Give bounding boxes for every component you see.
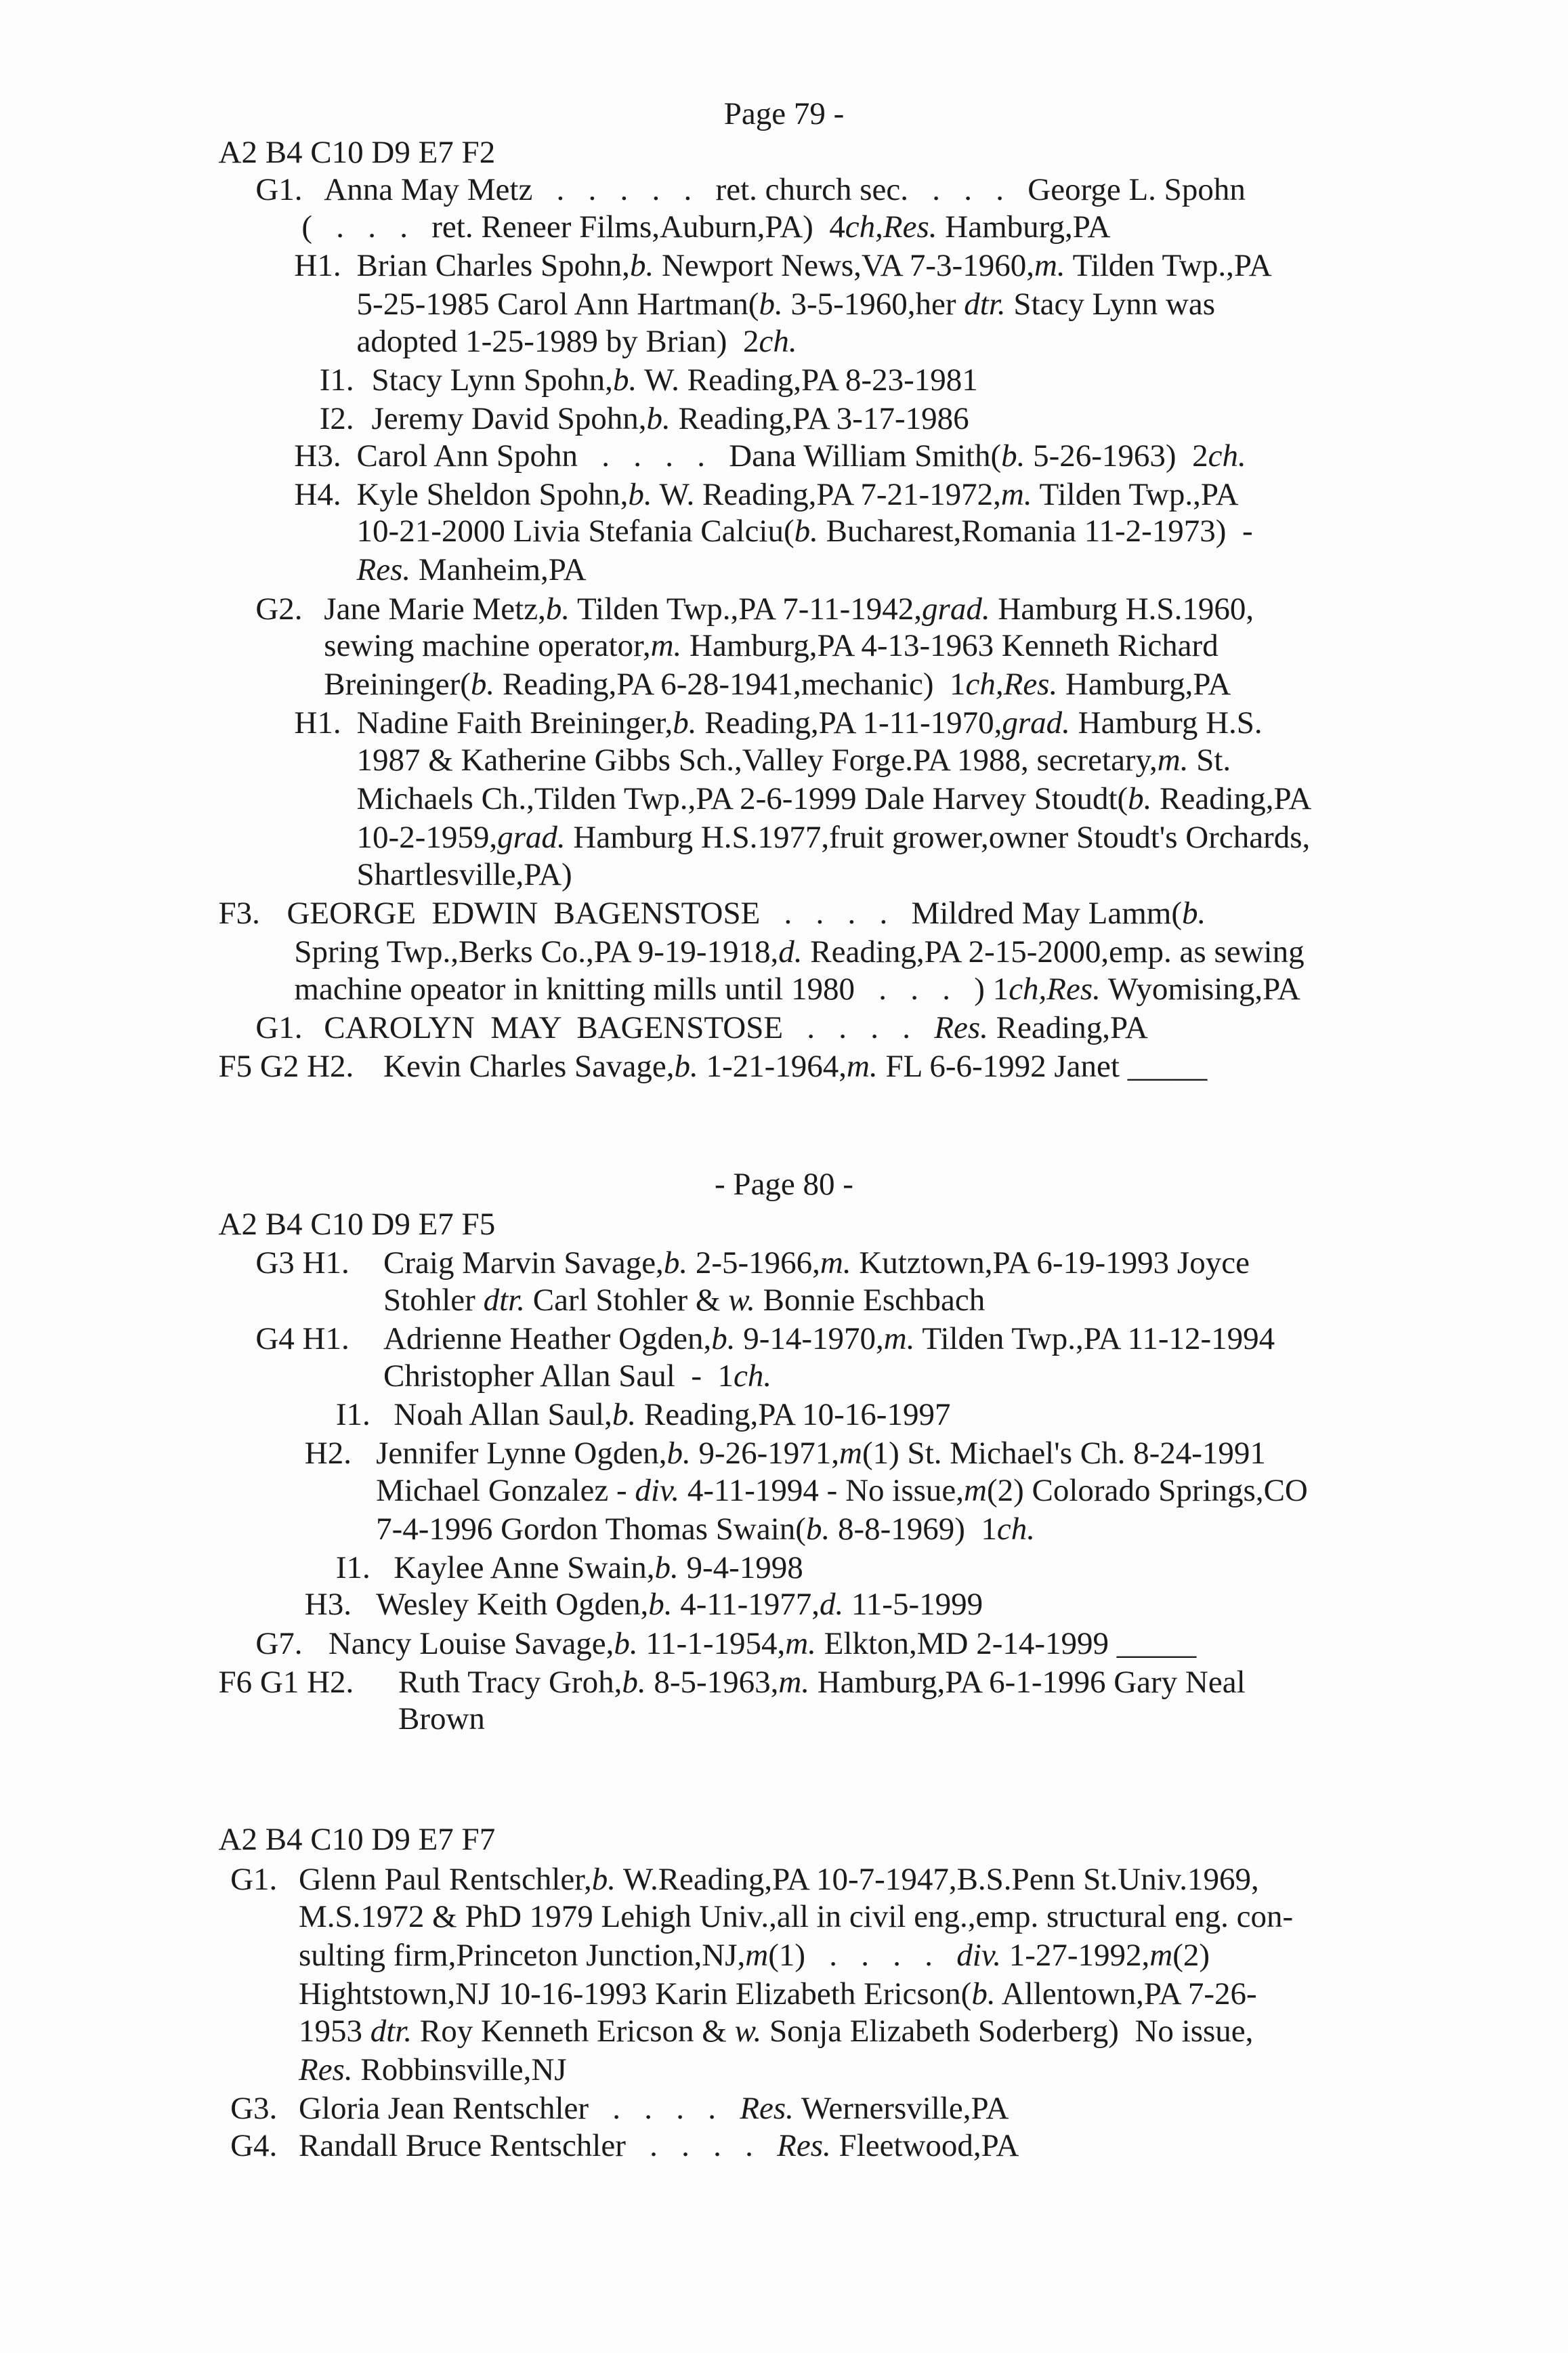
entry-text: Reading,PA 1-11-1970, (696, 705, 1002, 741)
generation-code-label: G1. (255, 1010, 303, 1046)
entry-text: Kaylee Anne Swain, (394, 1549, 655, 1585)
genealogy-entry-line (287, 894, 1206, 933)
entry-text: machine opeator in knitting mills until 1980 . . . ) 1 (294, 972, 1009, 1007)
genealogy-entry-line (383, 1281, 985, 1320)
abbreviation-italic: ch. (759, 323, 797, 359)
generation-code-label: F3. (218, 896, 260, 932)
abbreviation-italic: m. (1157, 743, 1189, 778)
genealogy-entry-line (383, 1320, 1275, 1358)
entry-text: Kutztown,PA 6-19-1993 Joyce (851, 1245, 1250, 1280)
generation-code-label: H2. (304, 1435, 352, 1471)
abbreviation-italic: b. (628, 476, 652, 512)
entry-text: Adrienne Heather Ogden, (383, 1320, 712, 1356)
entry-text: Fleetwood,PA (830, 2128, 1019, 2164)
abbreviation-italic: b. (629, 247, 654, 283)
genealogy-entry-line (329, 1625, 1196, 1663)
entry-text: Tilden Twp.,PA 11-12-1994 (914, 1320, 1275, 1356)
abbreviation-italic: m (1149, 1938, 1173, 1974)
genealogy-entry-line (357, 476, 1239, 514)
abbreviation-italic: m. (847, 1049, 878, 1085)
genealogy-entry-line (299, 1860, 1259, 1899)
entry-text: Hamburg H.S.1960, (990, 591, 1254, 627)
entry-text: 1-27-1992, (1000, 1938, 1150, 1974)
entry-text: 10-2-1959, (356, 820, 498, 856)
generation-code-label: F5 G2 H2. (218, 1049, 354, 1085)
genealogy-entry-line (299, 2089, 1009, 2128)
entry-text: Roy Kenneth Ericson & (412, 2014, 735, 2049)
abbreviation-italic: d. (778, 934, 803, 970)
genealogy-entry-line (219, 1205, 496, 1244)
abbreviation-italic: grad. (1002, 705, 1070, 741)
page-number-heading: - Page 80 - (715, 1166, 853, 1202)
entry-text: Reading,PA (1151, 781, 1312, 817)
entry-text: 11-1-1954, (637, 1625, 786, 1661)
abbreviation-italic: m. (650, 628, 682, 664)
entry-text: Michaels Ch.,Tilden Twp.,PA 2-6-1999 Dale Harvey Stoudt( (356, 781, 1128, 817)
entry-text: 4-11-1994 - No issue, (679, 1472, 965, 1508)
entry-text: Hightstown,NJ 10-16-1993 Karin Elizabeth Ericson( (298, 1976, 972, 2012)
abbreviation-italic: Res. (777, 2128, 831, 2164)
entry-text: Elkton,MD 2-14-1999 _____ (815, 1625, 1197, 1661)
entry-text: Breininger( (324, 667, 471, 703)
generation-code-label: H4. (294, 476, 341, 512)
entry-text: Wyomising,PA (1100, 972, 1300, 1007)
generation-code-label: H3. (294, 438, 341, 474)
abbreviation-italic: ch. (734, 1358, 772, 1394)
entry-text: ( . . . ret. Reneer Films,Auburn,PA) 4 (301, 209, 845, 245)
generation-code-label: G7. (255, 1625, 303, 1661)
genealogy-entry-line (324, 590, 1254, 629)
genealogy-entry-line (376, 1434, 1266, 1473)
genealogy-entry-line (357, 247, 1272, 285)
entry-text: Tilden Twp.,PA 7-11-1942, (570, 591, 923, 627)
abbreviation-italic: b. (666, 1435, 691, 1471)
entry-text: 5-25-1985 Carol Ann Hartman( (356, 286, 759, 322)
genealogy-entry-line (383, 1047, 1207, 1086)
entry-text: 7-4-1996 Gordon Thomas Swain( (376, 1511, 806, 1547)
entry-text: 3-5-1960,her (782, 286, 965, 322)
abbreviation-italic: b. (1128, 781, 1152, 817)
abbreviation-italic: w. (728, 1282, 755, 1318)
generation-code-label: I1. (319, 362, 354, 398)
genealogy-entry-line (219, 133, 496, 172)
abbreviation-italic: b. (648, 1587, 673, 1623)
entry-text: (2) (1172, 1938, 1210, 1974)
abbreviation-italic: b. (614, 1625, 638, 1661)
entry-text: Hamburg,PA (937, 209, 1111, 245)
abbreviation-italic: grad. (922, 591, 990, 627)
abbreviation-italic: m. (1000, 476, 1032, 512)
abbreviation-italic: m (839, 1435, 862, 1471)
entry-text: Gloria Jean Rentschler . . . . (298, 2091, 740, 2127)
entry-text: Tilden Twp.,PA (1065, 247, 1272, 283)
genealogy-entry-line (299, 2127, 1019, 2165)
entry-text: 11-5-1999 (843, 1587, 983, 1623)
abbreviation-italic: b. (673, 705, 697, 741)
entry-text: W. Reading,PA 8-23-1981 (637, 362, 978, 398)
generation-code-label: G3. (230, 2091, 278, 2127)
entry-text: Craig Marvin Savage, (383, 1245, 664, 1280)
entry-text: Jeremy David Spohn, (371, 400, 647, 436)
genealogy-entry-line (357, 512, 1253, 551)
generation-code-label: G4 H1. (255, 1320, 349, 1356)
abbreviation-italic: b. (1181, 896, 1206, 932)
genealogy-entry-line (357, 322, 797, 361)
abbreviation-italic: Res. (356, 552, 411, 588)
entry-text: A2 B4 C10 D9 E7 F7 (218, 1822, 496, 1858)
entry-text: Reading,PA 2-15-2000,emp. as sewing (802, 934, 1305, 970)
genealogy-entry-line (398, 1663, 1246, 1702)
entry-text: Randall Bruce Rentschler . . . . (298, 2128, 778, 2164)
abbreviation-italic: m. (785, 1625, 816, 1661)
generation-code-label: G1. (255, 171, 303, 207)
abbreviation-italic: div. (956, 1938, 1001, 1974)
generation-code-label: I1. (335, 1549, 370, 1585)
genealogy-entry-line (357, 551, 587, 589)
abbreviation-italic: Res. (740, 2091, 794, 2127)
entry-text: (1) . . . . (768, 1938, 957, 1974)
generation-code-label: G2. (255, 591, 303, 627)
generation-code-label: H1. (294, 705, 341, 741)
genealogy-entry-line (376, 1585, 983, 1624)
genealogy-entry-line (299, 2012, 1253, 2051)
entry-text: 10-21-2000 Livia Stefania Calciu( (356, 514, 794, 549)
genealogy-entry-line (357, 818, 1311, 857)
abbreviation-italic: Res. (298, 2052, 353, 2088)
abbreviation-italic: m (964, 1472, 987, 1508)
abbreviation-italic: m. (1034, 247, 1065, 283)
entry-text: Wesley Keith Ogden, (376, 1587, 649, 1623)
abbreviation-italic: Res. (934, 1010, 988, 1046)
abbreviation-italic: ch. (996, 1511, 1036, 1547)
abbreviation-italic: b. (591, 1862, 616, 1898)
genealogy-entry-line (372, 400, 969, 438)
entry-text: Ruth Tracy Groh, (398, 1664, 622, 1700)
genealogy-entry-line (299, 1975, 1257, 2014)
entry-text: Shartlesville,PA) (356, 857, 572, 893)
entry-text: Jane Marie Metz, (324, 591, 546, 627)
entry-text: Carol Ann Spohn . . . . Dana William Smith( (356, 438, 1002, 474)
entry-text: Kyle Sheldon Spohn, (356, 476, 629, 512)
entry-text: (2) Colorado Springs,CO (986, 1472, 1308, 1508)
genealogy-entry-line (357, 856, 572, 894)
genealogy-entry-line (299, 1898, 1293, 1936)
genealogy-entry-line (324, 665, 1231, 704)
entry-text: Reading,PA 3-17-1986 (670, 400, 969, 436)
entry-text: 9-4-1998 (678, 1549, 803, 1585)
entry-text: 2-5-1966, (687, 1245, 820, 1280)
entry-text: Newport News,VA 7-3-1960, (654, 247, 1034, 283)
entry-text: Kevin Charles Savage, (383, 1049, 675, 1085)
entry-text: Sonja Elizabeth Soderberg) No issue, (761, 2014, 1254, 2049)
abbreviation-italic: b. (612, 362, 637, 398)
genealogy-entry-line (324, 1009, 1148, 1047)
entry-text: Bucharest,Romania 11-2-1973) - (818, 514, 1253, 549)
entry-text: St. (1188, 743, 1231, 778)
entry-text: Stohler (383, 1282, 484, 1318)
entry-text: Robbinsville,NJ (352, 2052, 567, 2088)
genealogy-entry-line (294, 933, 1304, 972)
abbreviation-italic: dtr. (964, 286, 1006, 322)
entry-text: Reading,PA (988, 1010, 1148, 1046)
entry-text: 8-8-1969) 1 (830, 1511, 997, 1547)
entry-text: GEORGE EDWIN BAGENSTOSE . . . . Mildred May Lamm( (287, 896, 1182, 932)
genealogy-entry-line (294, 970, 1300, 1009)
generation-code-label: H3. (304, 1587, 352, 1623)
genealogy-entry-line (398, 1700, 485, 1738)
entry-text: sewing machine operator, (324, 628, 651, 664)
abbreviation-italic: dtr. (370, 2014, 412, 2049)
entry-text: Carl Stohler & (524, 1282, 729, 1318)
generation-code-label: I1. (335, 1396, 370, 1432)
entry-text: Noah Allan Saul, (394, 1396, 612, 1432)
abbreviation-italic: b. (1001, 438, 1025, 474)
genealogy-entry-line (324, 627, 1218, 665)
abbreviation-italic: b. (971, 1976, 996, 2012)
entry-text: Reading,PA 10-16-1997 (636, 1396, 951, 1432)
entry-text: Hamburg,PA (1057, 667, 1231, 703)
abbreviation-italic: w. (734, 2014, 762, 2049)
genealogy-entry-line (324, 171, 1246, 209)
entry-text: 5-26-1963) 2 (1025, 438, 1208, 474)
entry-text: Anna May Metz . . . . . ret. church sec. . . . George L. Spohn (324, 171, 1246, 207)
entry-text: 9-14-1970, (735, 1320, 884, 1356)
generation-code-label: I2. (319, 400, 354, 436)
genealogy-entry-line (383, 1357, 771, 1396)
genealogy-entry-line (299, 1936, 1210, 1975)
entry-text: Stacy Lynn Spohn, (371, 362, 613, 398)
generation-code-label: G4. (230, 2128, 278, 2164)
genealogy-entry-line (357, 285, 1216, 324)
abbreviation-italic: b. (759, 286, 783, 322)
abbreviation-italic: b. (674, 1049, 698, 1085)
entry-text: Hamburg,PA 6-1-1996 Gary Neal (809, 1664, 1246, 1700)
genealogy-entry-line (394, 1549, 803, 1587)
abbreviation-italic: div. (635, 1472, 680, 1508)
abbreviation-italic: b. (794, 514, 818, 549)
abbreviation-italic: m. (883, 1320, 915, 1356)
entry-text: Hamburg H.S.1977,fruit grower,owner Stoudt's Orchards, (565, 820, 1311, 856)
abbreviation-italic: b. (646, 400, 671, 436)
entry-text: Glenn Paul Rentschler, (298, 1862, 592, 1898)
entry-text: M.S.1972 & PhD 1979 Lehigh Univ.,all in civil eng.,emp. structural eng. con- (298, 1899, 1294, 1935)
entry-text: Brian Charles Spohn, (356, 247, 630, 283)
entry-text: 1953 (298, 2014, 370, 2049)
entry-text: A2 B4 C10 D9 E7 F2 (218, 134, 496, 170)
abbreviation-italic: b. (612, 1396, 637, 1432)
abbreviation-italic: ch. (1208, 438, 1246, 474)
abbreviation-italic: d. (820, 1587, 844, 1623)
abbreviation-italic: b. (470, 667, 495, 703)
entry-text: Tilden Twp.,PA (1032, 476, 1239, 512)
entry-text: Nancy Louise Savage, (328, 1625, 614, 1661)
abbreviation-italic: m. (820, 1245, 851, 1280)
genealogy-entry-line (299, 2051, 567, 2089)
entry-text: Bonnie Eschbach (755, 1282, 986, 1318)
entry-text: Spring Twp.,Berks Co.,PA 9-19-1918, (294, 934, 779, 970)
entry-text: 8-5-1963, (645, 1664, 779, 1700)
genealogy-entry-line (394, 1396, 950, 1434)
entry-text: (1) St. Michael's Ch. 8-24-1991 (862, 1435, 1266, 1471)
abbreviation-italic: b. (711, 1320, 736, 1356)
abbreviation-italic: grad. (497, 820, 566, 856)
abbreviation-italic: m. (778, 1664, 810, 1700)
genealogy-entry-line (372, 361, 978, 400)
abbreviation-italic: b. (663, 1245, 688, 1280)
entry-text: Hamburg,PA 4-13-1963 Kenneth Richard (681, 628, 1219, 664)
abbreviation-italic: dtr. (483, 1282, 525, 1318)
abbreviation-italic: ch,Res. (965, 667, 1058, 703)
entry-text: Brown (398, 1701, 485, 1737)
entry-text: 1987 & Katherine Gibbs Sch.,Valley Forge.PA 1988, secretary, (356, 743, 1158, 778)
entry-text: W. Reading,PA 7-21-1972, (652, 476, 1001, 512)
genealogy-entry-line (357, 741, 1231, 780)
entry-text: Manheim,PA (410, 552, 587, 588)
entry-text: CAROLYN MAY BAGENSTOSE . . . . (324, 1010, 935, 1046)
genealogy-entry-line (357, 780, 1312, 818)
abbreviation-italic: ch,Res. (845, 209, 937, 245)
entry-text: sulting firm,Princeton Junction,NJ, (298, 1938, 746, 1974)
abbreviation-italic: m (745, 1938, 769, 1974)
entry-text: 9-26-1971, (690, 1435, 840, 1471)
abbreviation-italic: b. (654, 1549, 679, 1585)
entry-text: Hamburg H.S. (1069, 705, 1263, 741)
entry-text: 4-11-1977, (672, 1587, 820, 1623)
entry-text: adopted 1-25-1989 by Brian) 2 (356, 323, 759, 359)
genealogy-entry-line (219, 1820, 496, 1859)
abbreviation-italic: b. (805, 1511, 830, 1547)
abbreviation-italic: ch,Res. (1009, 972, 1101, 1007)
entry-text: 1-21-1964, (698, 1049, 847, 1085)
entry-text: Christopher Allan Saul - 1 (383, 1358, 734, 1394)
abbreviation-italic: b. (622, 1664, 646, 1700)
genealogy-entry-line (301, 208, 1110, 247)
generation-code-label: G3 H1. (255, 1245, 349, 1280)
entry-text: W.Reading,PA 10-7-1947,B.S.Penn St.Univ.1969, (616, 1862, 1259, 1898)
entry-text: Allentown,PA 7-26- (995, 1976, 1257, 2012)
entry-text: Reading,PA 6-28-1941,mechanic) 1 (494, 667, 966, 703)
entry-text: Michael Gonzalez - (376, 1472, 635, 1508)
abbreviation-italic: b. (545, 591, 570, 627)
entry-text: Wernersville,PA (793, 2091, 1009, 2127)
genealogy-entry-line (383, 1244, 1250, 1283)
genealogy-entry-line (376, 1510, 1035, 1549)
genealogy-entry-line (357, 437, 1246, 476)
entry-text: Nadine Faith Breininger, (356, 705, 673, 741)
entry-text: Stacy Lynn was (1005, 286, 1216, 322)
entry-text: A2 B4 C10 D9 E7 F5 (218, 1206, 496, 1242)
entry-text: FL 6-6-1992 Janet _____ (877, 1049, 1208, 1085)
genealogy-entry-line (357, 704, 1263, 743)
generation-code-label: F6 G1 H2. (218, 1664, 354, 1700)
page-number-heading: Page 79 - (723, 96, 845, 131)
entry-text: Jennifer Lynne Ogden, (376, 1435, 667, 1471)
generation-code-label: G1. (230, 1862, 278, 1898)
genealogy-entry-line (376, 1472, 1308, 1510)
generation-code-label: H1. (294, 247, 341, 283)
